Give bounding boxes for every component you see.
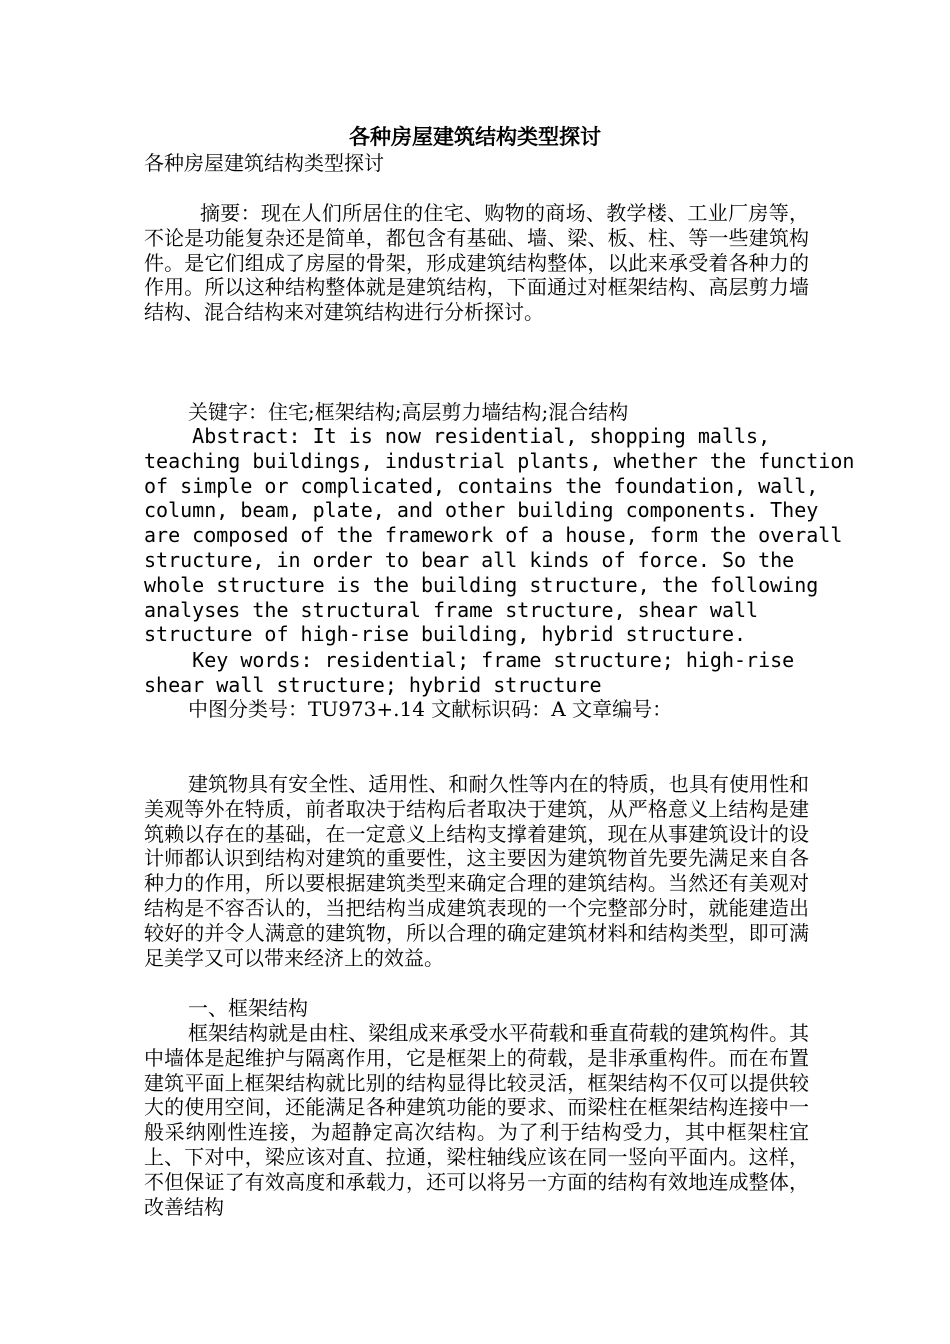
abstract-en-line: teaching buildings, industrial plants, whether the function: [144, 448, 855, 473]
keywords-en-line: Key words: residential; frame structure; high-rise: [144, 648, 795, 672]
abstract-en-line: column, beam, plate, and other building components. They: [144, 498, 819, 523]
keywords-cn: 关键字：住宅;框架结构;高层剪力墙结构;混合结构: [188, 400, 629, 424]
document-subtitle: 各种房屋建筑结构类型探讨: [144, 151, 384, 175]
abstract-en-paragraph: [144, 424, 855, 647]
keywords-en-line: shear wall structure; hybrid structure: [144, 672, 602, 697]
abstract-cn-paragraph: 摘要：现在人们所居住的住宅、购物的商场、教学楼、工业厂房等，不论是功能复杂还是简单，都包含有基础、墙、梁、板、柱、等一些建筑构件。是它们组成了房屋的骨架，形成建筑结构整体，以此来承受着各种力的作用。所以这种结构整体就是建筑结构，下面通过对框架结构、高层剪力墙结构、混合结构来对建筑结构进行分析探讨。: [144, 201, 809, 325]
section-body-paragraph: 框架结构就是由柱、梁组成来承受水平荷载和垂直荷载的建筑构件。其中墙体是起维护与隔离作用，它是框架上的荷载，是非承重构件。而在布置建筑平面上框架结构就比别的结构显得比较灵活，框架结构不仅可以提供较大的使用空间，还能满足各种建筑功能的要求、而梁柱在框架结构连接中一般采纳刚性连接，为超静定高次结构。为了利于结构受力，其中框架柱宜上、下对中，梁应该对直、拉通，梁柱轴线应该在同一竖向平面内。这样，不但保证了有效高度和承载力，还可以将另一方面的结构有效地连成整体，改善结构: [144, 1021, 809, 1219]
section-heading: 一、框架结构: [188, 996, 308, 1020]
abstract-en-line: Abstract: It is now residential, shopping malls,: [144, 424, 771, 448]
abstract-en-line: structure, in order to bear all kinds of force. So the: [144, 547, 795, 572]
abstract-en-line: whole structure is the building structure, the following: [144, 572, 819, 597]
keywords-en-paragraph: [144, 648, 809, 698]
abstract-en-line: of simple or complicated, contains the foundation, wall,: [144, 473, 819, 498]
intro-paragraph: 建筑物具有安全性、适用性、和耐久性等内在的特质，也具有使用性和美观等外在特质，前者取决于结构后者取决于建筑，从严格意义上结构是建筑赖以存在的基础，在一定意义上结构支撑着建筑，现在从事建筑设计的设计师都认识到结构对建筑的重要性，这主要因为建筑物首先要先满足来自各种力的作用，所以要根据建筑类型来确定合理的建筑结构。当然还有美观对结构是不容否认的，当把结构当成建筑表现的一个完整部分时，就能建造出较好的并令人满意的建筑物，所以合理的确定建筑材料和结构类型，即可满足美学又可以带来经济上的效益。: [144, 772, 809, 970]
document-title: 各种房屋建筑结构类型探讨: [349, 124, 601, 149]
abstract-en-line: analyses the structural frame structure, shear wall: [144, 597, 759, 622]
abstract-en-line: structure of high-rise building, hybrid structure.: [144, 622, 747, 647]
abstract-en-line: are composed of the framework of a house, form the overall: [144, 523, 843, 548]
classification-line: 中图分类号：TU973+.14 文献标识码：A 文章编号：: [188, 697, 673, 721]
